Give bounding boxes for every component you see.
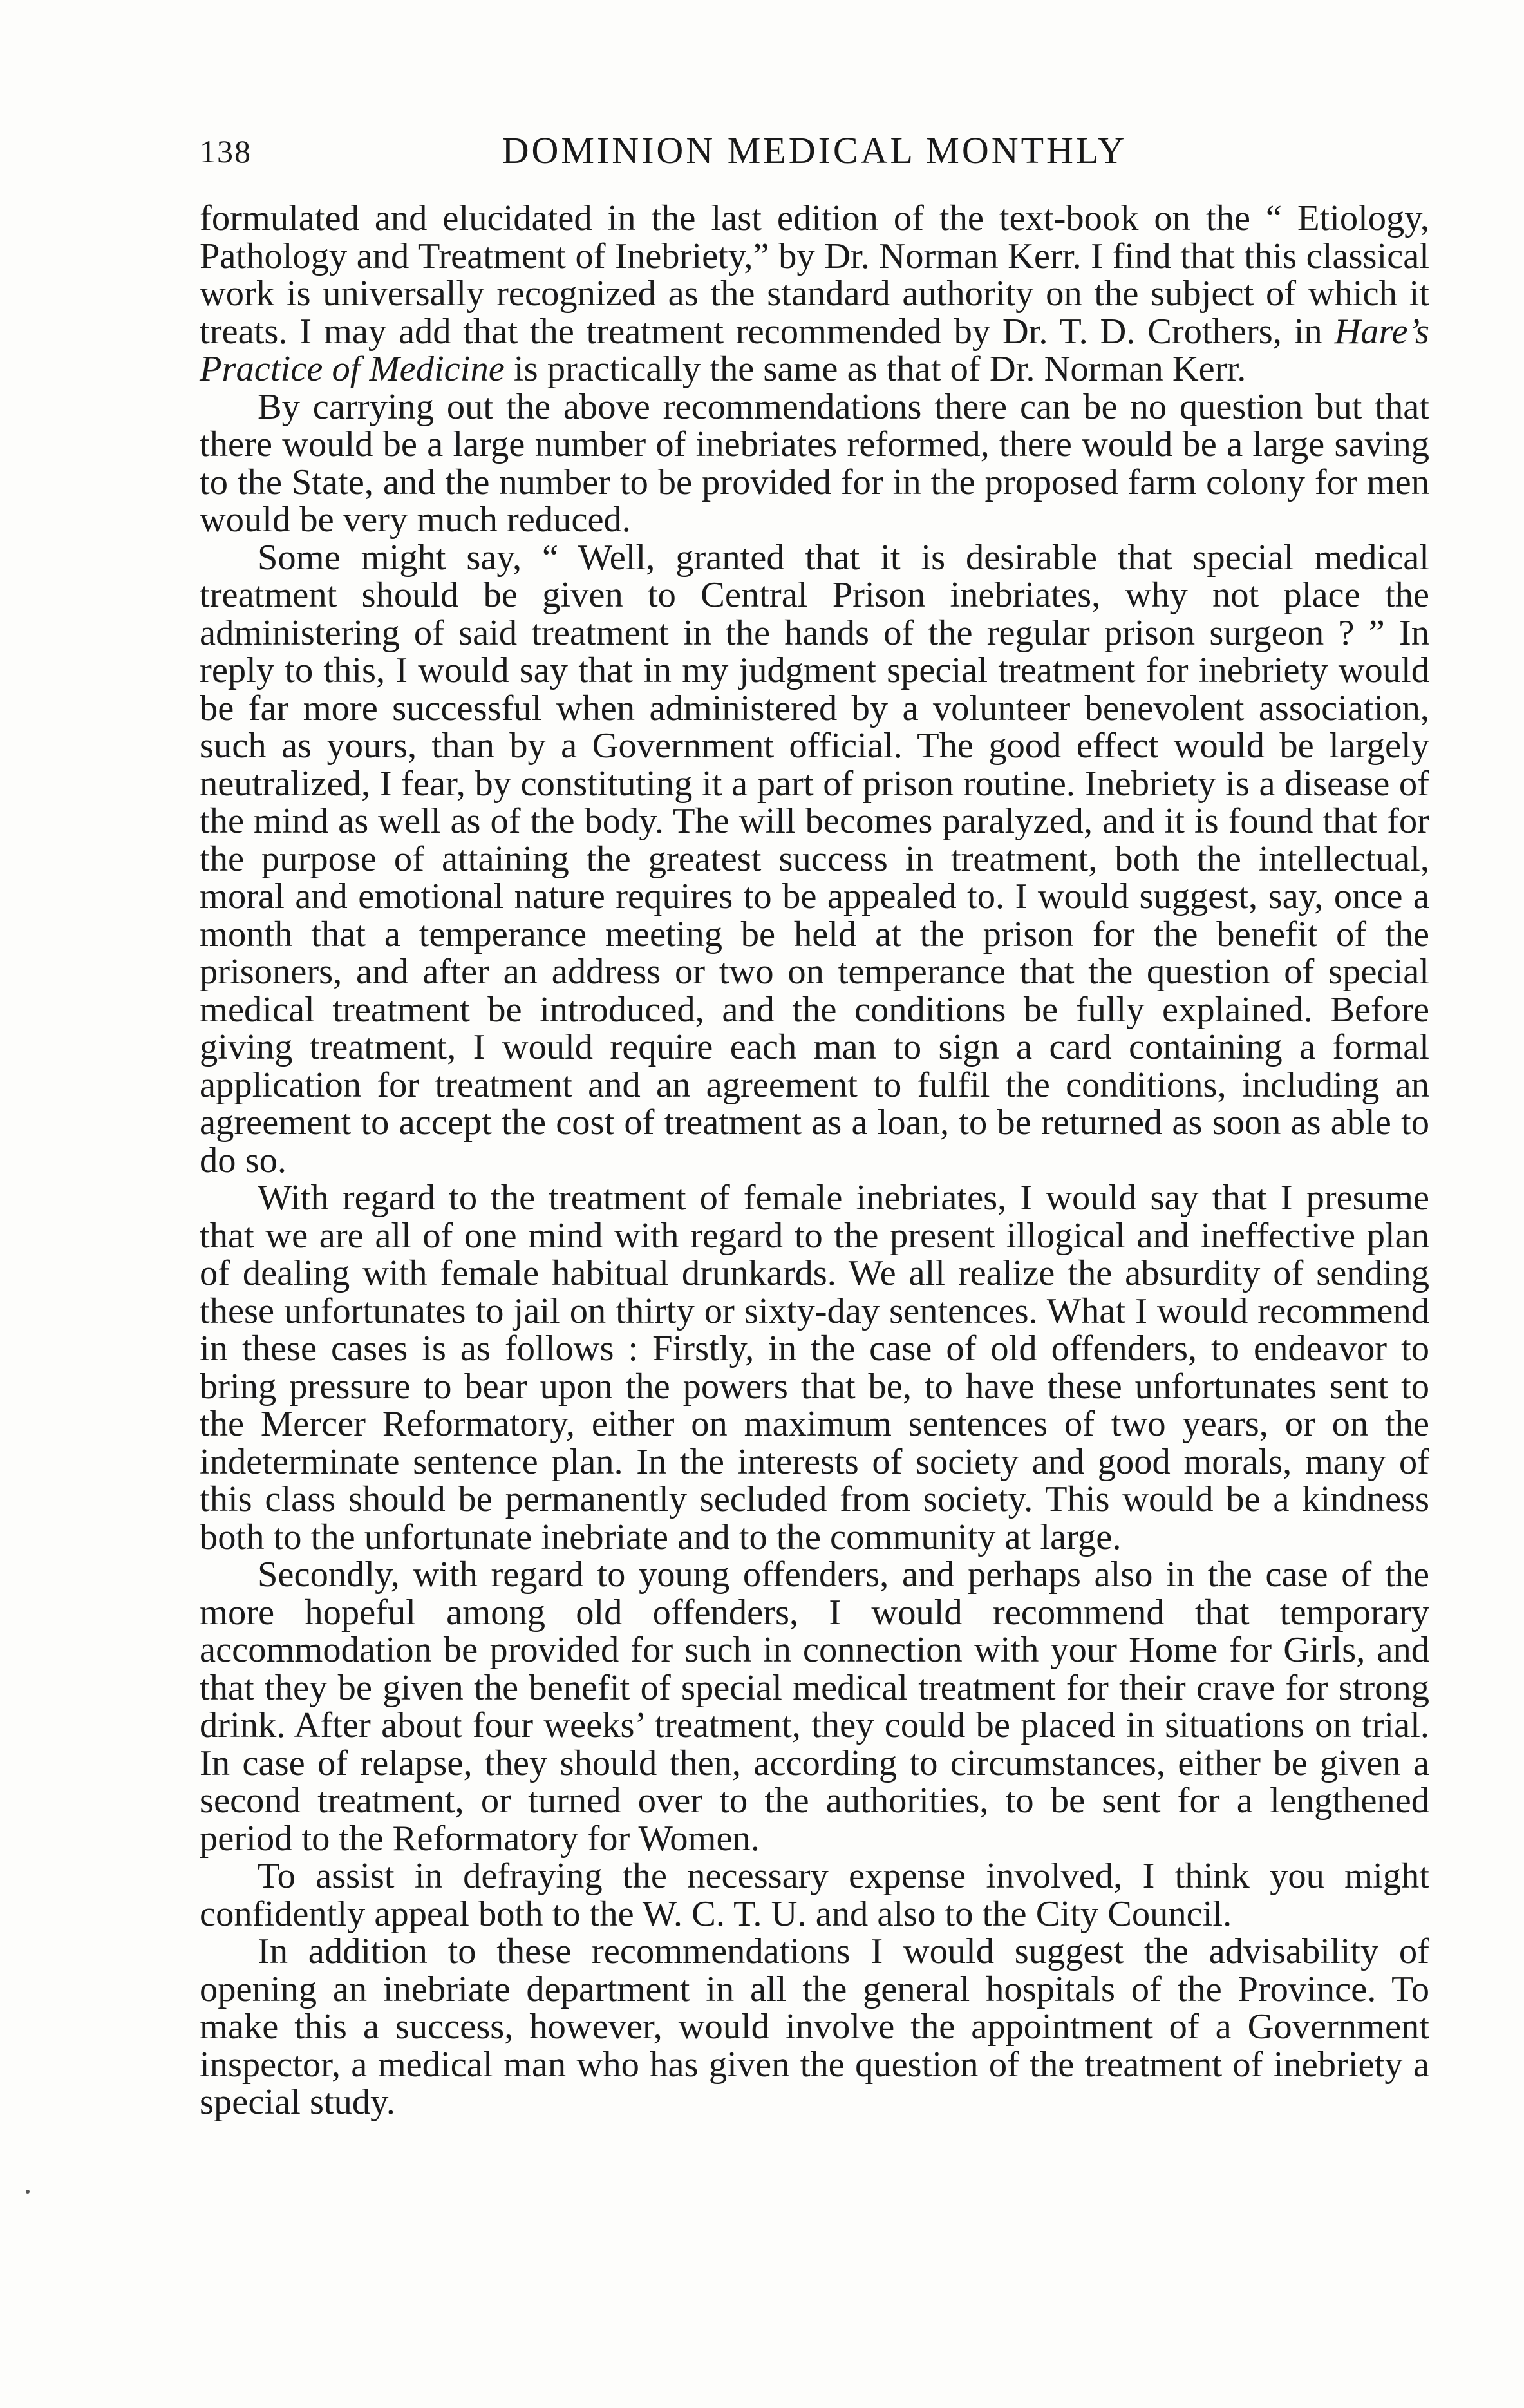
article-body <box>200 200 1429 2121</box>
paragraph-continued <box>200 200 1429 388</box>
paragraph: To assist in defraying the necessary expense involved, I think you might confidently appeal both to the W. C. T. U. and also to the City Council. <box>200 1856 1429 1934</box>
paragraph: With regard to the treatment of female inebriates, I would say that I presume that we are all of one mind with regard to the present illogical and ineffective plan of dealing with female habitual drunkards. We all realize the absurdity of sending these unfortunates to jail on thirty or sixty-day sentences. What I would recommend in these cases is as follows : Firstly, in the case of old offenders, to endeavor to bring pressure to bear upon the powers that be, to have these unfortunates sent to the Mercer Reformatory, either on maximum sentences of two years, or on the indeterminate sentence plan. In the interests of society and good morals, many of this class should be permanently secluded from society. This would be a kindness both to the unfortunate inebriate and to the community at large. <box>200 1178 1429 1557</box>
book-title: Hare’s Practice of Medicine <box>200 311 1429 389</box>
paragraph-text: formulated and elucidated in the last edition of the text-book on the “ Etiology, Pathology and Treatment of Inebriety,” by Dr. Norman Kerr. I find that this classical work is universally recognized as the standard authority on the subject of which it treats. I may add that the treatment recommended by Dr. T. D. Crothers, in <box>200 198 1429 352</box>
paragraph-text: is practically the same as that of Dr. Norman Kerr. <box>504 349 1246 389</box>
page-number: 138 <box>200 133 252 169</box>
paragraph: By carrying out the above recommendations there can be no question but that there would be a large number of inebriates reformed, there would be a large saving to the State, and the number to be provided for in the proposed farm colony for men would be very much reduced. <box>200 386 1429 540</box>
paragraph: Secondly, with regard to young offenders, and perhaps also in the case of the more hopeful among old offenders, I would recommend that temporary accommodation be provided for such in connection with your Home for Girls, and that they be given the benefit of special medical treatment for their crave for strong drink. After about four weeks’ treatment, they could be placed in situations on trial. In case of relapse, they should then, according to circumstances, either be given a second treatment, or turned over to the authorities, to be sent for a lengthened period to the Reformatory for Women. <box>200 1555 1429 1859</box>
page-header <box>200 129 1429 180</box>
paragraph: In addition to these recommendations I would suggest the advisability of opening an inebriate department in all the general hospitals of the Province. To make this a success, however, would involve the appointment of a Government inspector, a medical man who has given the question of the treatment of inebriety a special study. <box>200 1931 1429 2122</box>
running-title: DOMINION MEDICAL MONTHLY <box>502 129 1127 171</box>
paragraph: Some might say, “ Well, granted that it is desirable that special medical treatment should be given to Central Prison inebriates, why not place the administering of said treatment in the hands of the regular prison surgeon ? ” In reply to this, I would say that in my judgment special treatment for inebriety would be far more successful when administered by a volunteer benevolent association, such as yours, than by a Government official. The good effect would be largely neutralized, I fear, by constituting it a part of prison routine. Inebriety is a disease of the mind as well as of the body. The will becomes paralyzed, and it is found that for the purpose of attaining the greatest success in treatment, both the intellectual, moral and emotional nature requires to be appealed to. I would suggest, say, once a month that a temperance meeting be held at the prison for the benefit of the prisoners, and after an address or two on temperance that the question of special medical treatment be introduced, and the conditions be fully explained. Before giving treatment, I would require each man to sign a card containing a formal application for treatment and an agreement to fulfil the conditions, including an agreement to accept the cost of treatment as a loan, to be returned as soon as able to do so. <box>200 537 1429 1180</box>
scan-speck <box>26 2190 30 2194</box>
